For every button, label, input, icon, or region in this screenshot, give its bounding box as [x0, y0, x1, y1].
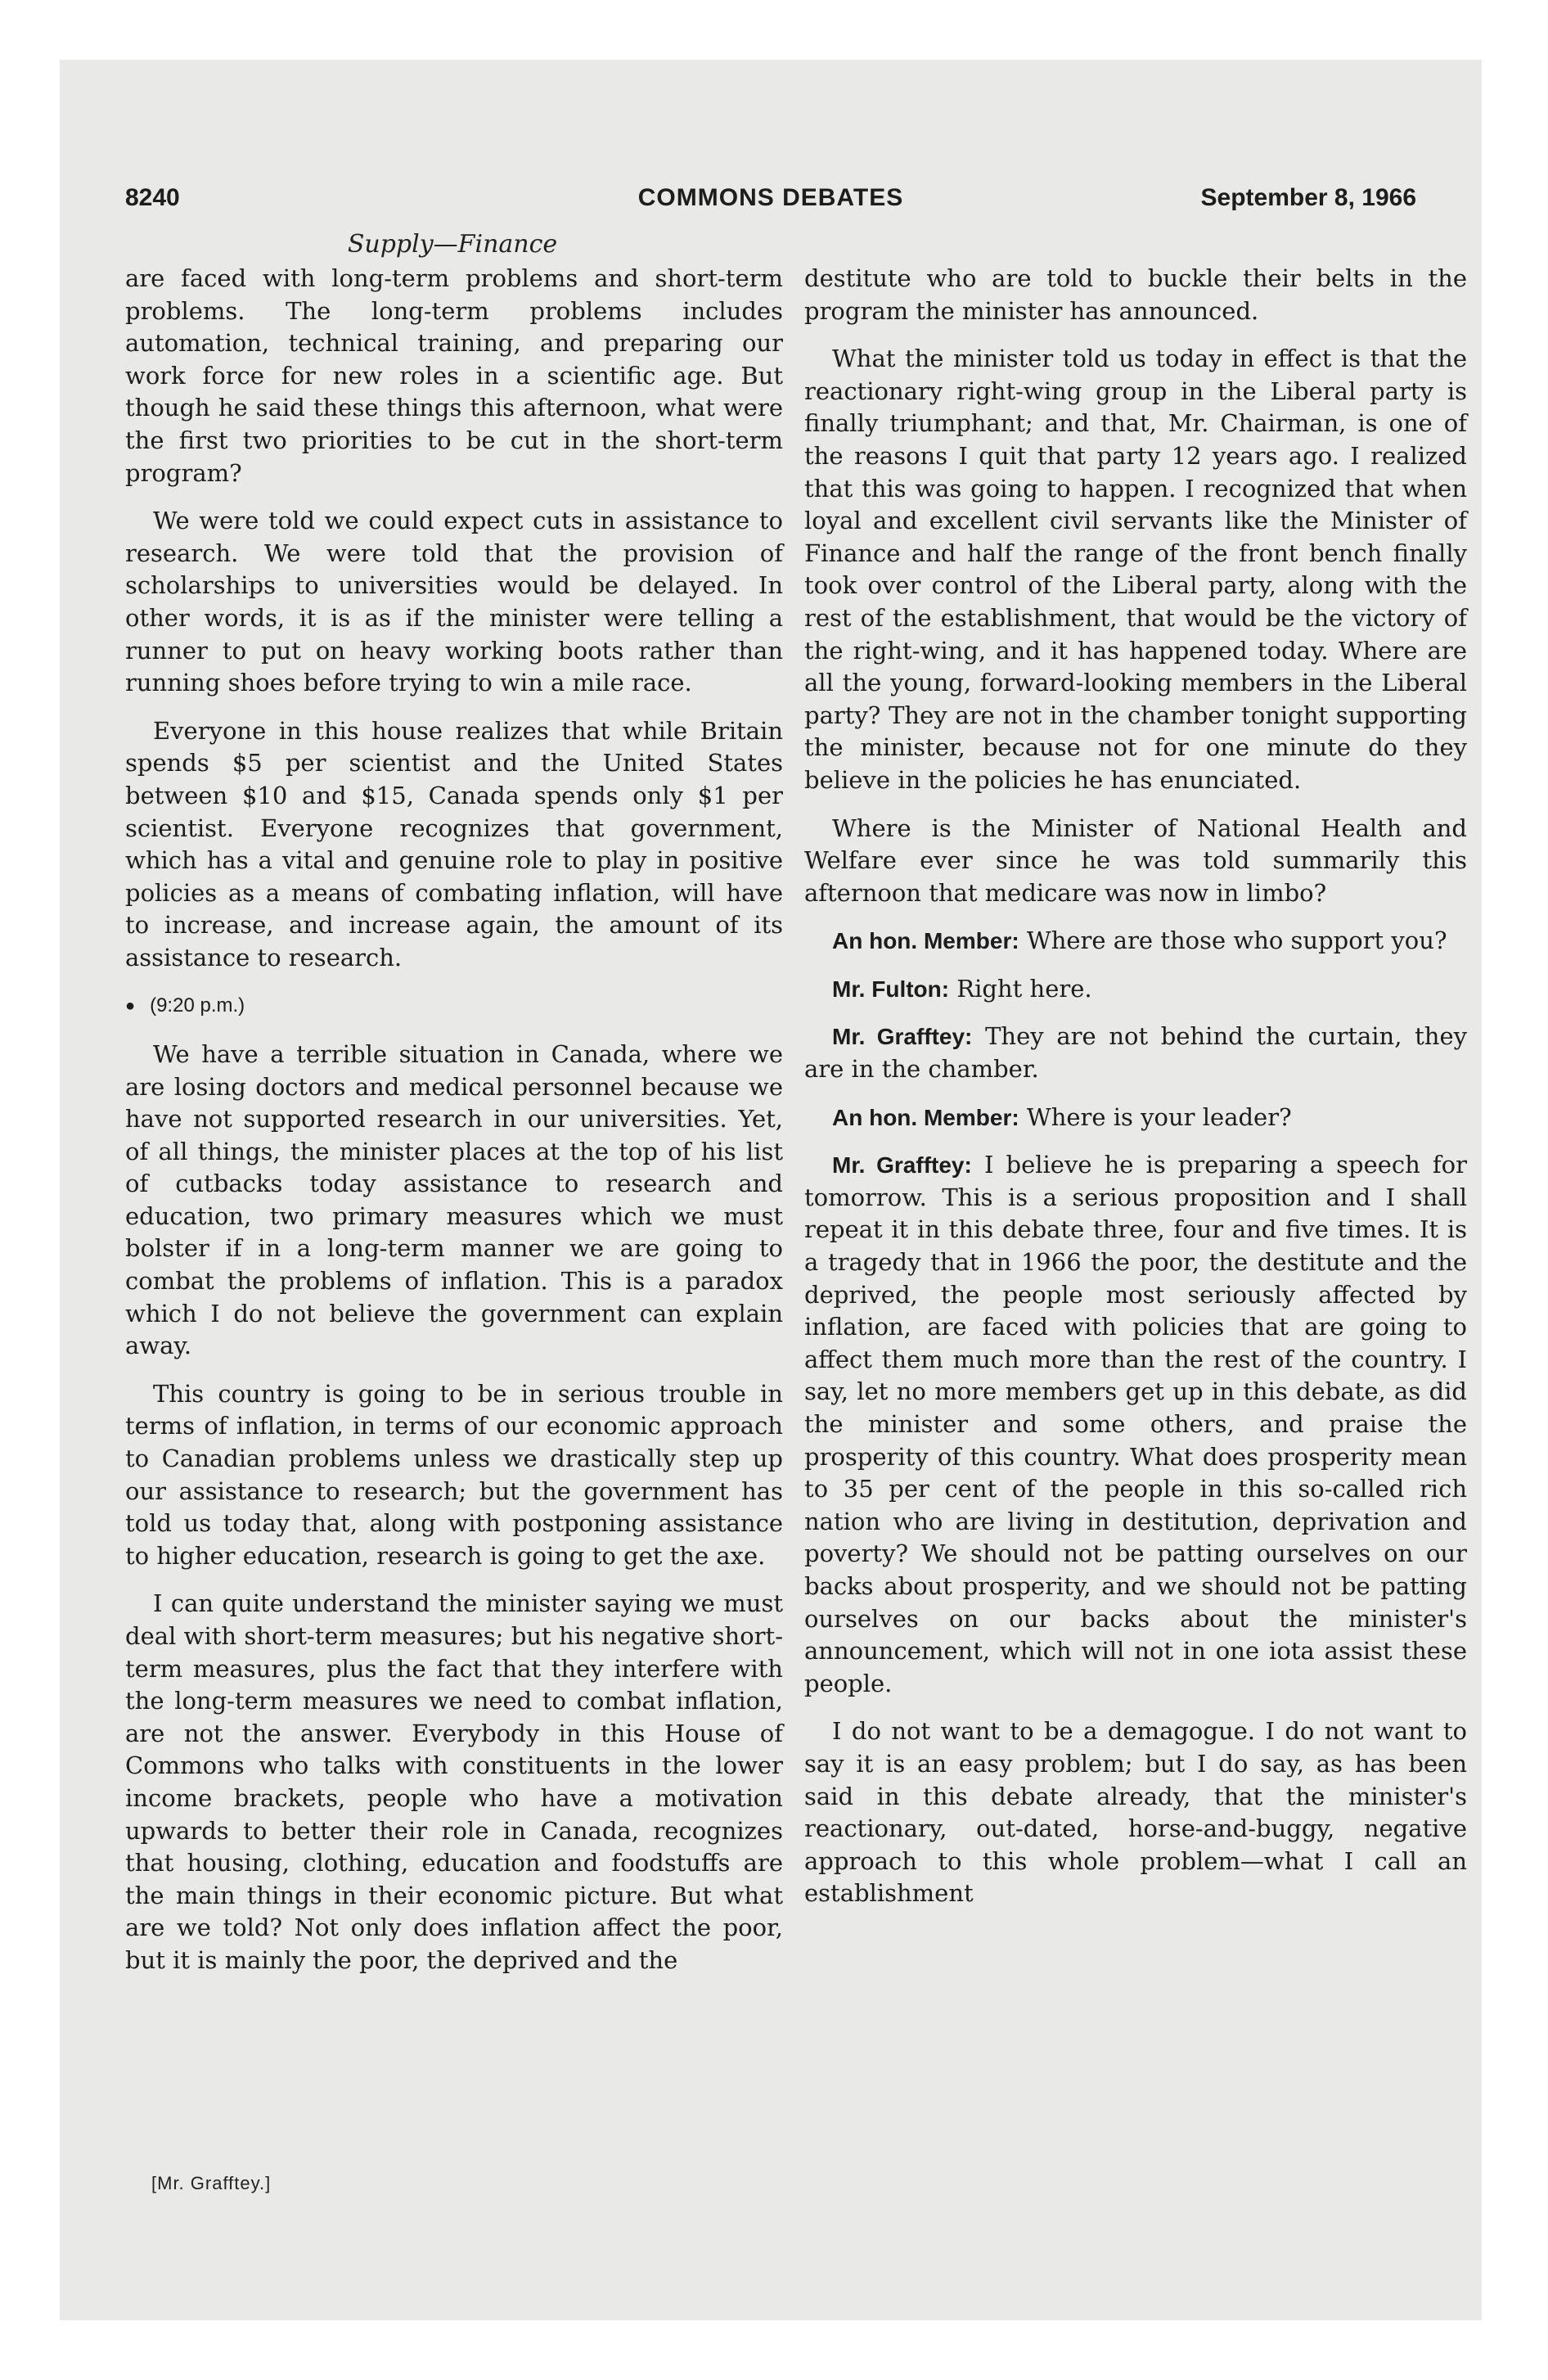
timestamp-marker: [125, 989, 783, 1022]
speech-entry: [804, 925, 1467, 958]
paragraph: This country is going to be in serious trouble in terms of inflation, in terms of our economic approach to Canadian problems unless we drastically step up our assistance to research; but the government has told us today that, along with postponing assistance to higher education, research is going to get the axe.: [125, 1379, 783, 1570]
speech-text: They are not behind the curtain, they are in the chamber.: [804, 1022, 1467, 1084]
speech-text: Where is your leader?: [1026, 1102, 1292, 1131]
paragraph: destitute who are told to buckle their belts in the program the minister has announced.: [804, 264, 1467, 325]
speech-entry: [804, 1149, 1467, 1700]
page-number: 8240: [125, 184, 180, 211]
speech-entry: [804, 1102, 1467, 1134]
section-subheading: Supply—Finance: [347, 230, 558, 259]
publication-title: COMMONS DEBATES: [637, 184, 904, 211]
timestamp-text: (9:20 p.m.): [150, 994, 245, 1017]
left-column: [125, 263, 783, 1993]
speech-entry: [804, 1021, 1467, 1085]
speech-text: Where are those who support you?: [1026, 926, 1447, 955]
paragraph: We were told we could expect cuts in assistance to research. We were told that the provision of scholarships to universities would be delayed. In other words, it is as if the minister were telling a runner to put on heavy working boots rather than running shoes before trying to win a mile race.: [125, 507, 783, 697]
speech-text: Right here.: [956, 974, 1092, 1003]
speech-text: I believe he is preparing a speech for tomorrow. This is a serious proposition and I shall repeat it in this debate three, four and five times. It is a tragedy that in 1966 the poor, the destitute and the deprived, the people most seriously affected by inflation, are faced with policies that are going to affect them much more than the rest of the country. I say, let no more members get up in this debate, as did the minister and some others, and praise the prosperity of this country. What does prosperity mean to 35 per cent of the people in this so-called rich nation who are living in destitution, deprivation and poverty? We should not be patting ourselves on our backs about prosperity, and we should not be patting ourselves on our backs about the minister's announcement, which will not in one iota assist these people.: [804, 1151, 1467, 1697]
speaker-attribution: [Mr. Grafftey.]: [151, 2173, 272, 2193]
speaker-name: An hon. Member:: [832, 928, 1019, 954]
right-column: [804, 263, 1467, 1926]
page-header: [125, 184, 1416, 220]
speaker-name: Mr. Grafftey:: [832, 1024, 973, 1050]
bullet-icon: ●: [125, 997, 136, 1016]
speaker-name: Mr. Fulton:: [832, 976, 950, 1002]
paragraph: What the minister told us today in effect is that the reactionary right-wing group in the Liberal party is finally triumphant; and that, Mr. Chairman, is one of the reasons I quit that party 12 years ago. I realized that this was going to happen. I recognized that when loyal and excellent civil servants like the Minister of Finance and half the range of the front bench finally took over control of the Liberal party, along with the rest of the establishment, that would be the victory of the right-wing, and it has happened today. Where are all the young, forward-looking members in the Liberal party? They are not in the chamber tonight supporting the minister, because not for one minute do they believe in the policies he has enunciated.: [804, 345, 1467, 794]
paragraph: I do not want to be a demagogue. I do not want to say it is an easy problem; but I do say, as has been said in this debate already, that the minister's reactionary, out-dated, horse-and-buggy, negative approach to this whole problem—what I call an establishment: [804, 1717, 1467, 1908]
document-page: [60, 60, 1482, 2320]
speaker-name: Mr. Grafftey:: [832, 1152, 972, 1179]
paragraph: I can quite understand the minister saying we must deal with short-term measures; but his negative short-term measures, plus the fact that they interfere with the long-term measures we need to combat inflation, are not the answer. Everybody in this House of Commons who talks with constituents in the lower income brackets, people who have a motivation upwards to better their role in Canada, recognizes that housing, clothing, education and foodstuffs are the main things in their economic picture. But what are we told? Not only does inflation affect the poor, but it is mainly the poor, the deprived and the: [125, 1589, 783, 1974]
paragraph: Where is the Minister of National Health and Welfare ever since he was told summarily this afternoon that medicare was now in limbo?: [804, 814, 1467, 907]
speaker-name: An hon. Member:: [832, 1104, 1019, 1130]
paragraph: Everyone in this house realizes that while Britain spends $5 per scientist and the United States between $10 and $15, Canada spends only $1 per scientist. Everyone recognizes that government, which has a vital and genuine role to play in positive policies as a means of combating inflation, will have to increase, and increase again, the amount of its assistance to research.: [125, 716, 783, 971]
paragraph: are faced with long-term problems and short-term problems. The long-term problems includes automation, technical training, and preparing our work force for new roles in a scientific age. But though he said these things this afternoon, what were the first two priorities to be cut in the short-term program?: [125, 264, 783, 487]
paragraph: We have a terrible situation in Canada, where we are losing doctors and medical personnel because we have not supported research in our universities. Yet, of all things, the minister places at the top of his list of cutbacks today assistance to research and education, two primary measures which we must bolster if in a long-term manner we are going to combat the problems of inflation. This is a paradox which I do not believe the government can explain away.: [125, 1039, 783, 1360]
speech-entry: [804, 973, 1467, 1006]
publication-date: September 8, 1966: [1200, 184, 1416, 211]
